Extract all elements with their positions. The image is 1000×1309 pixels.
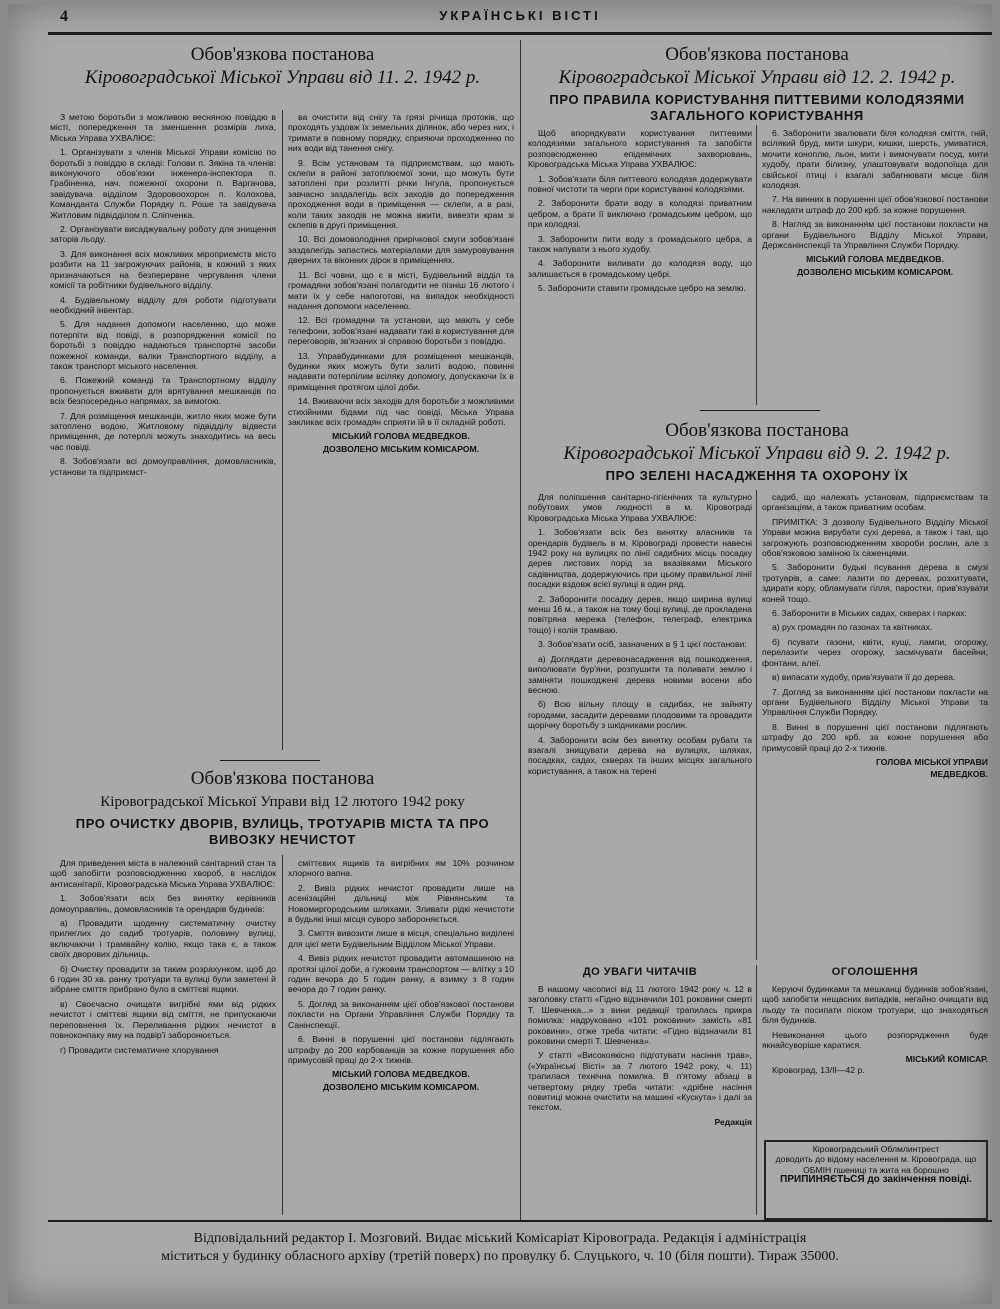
readers-notice-title: ДО УВАГИ ЧИТАЧІВ: [582, 966, 698, 978]
decree-topic: ПРО ОЧИСТКУ ДВОРІВ, ВУЛИЦЬ, ТРОТУАРІВ МІСТА ТА ПРО ВИВОЗКУ НЕЧИСТОТ: [75, 816, 490, 847]
decree-09-02-greenery-header: [524, 420, 990, 484]
decree-subheading: Кіровоградської Міської Управи від 12 лютого 1942 року: [100, 794, 465, 810]
masthead-rule: [48, 32, 992, 35]
decree-12-02-cleaning-header: [50, 768, 515, 848]
decree-signature: МІСЬКИЙ ГОЛОВА МЕДВЕДКОВ.: [332, 1069, 470, 1080]
decree-heading: Обов'язкова постанова: [665, 44, 849, 65]
decree-subheading: Кіровоградської Міської Управи від 12. 2. 1942 р.: [558, 67, 956, 88]
readers-notice-signature: Редакція: [714, 1116, 752, 1127]
column-rule-right-upper: [756, 125, 757, 405]
decree-12-02-cleaning-column-1: Для приведення міста в належний санітарний стан та щоб запобігти розповсюдженню хвороб, в наслідок антисанітарії, Кіровоградська Міська Управа УХВАЛЮЄ: 1. Зобов'язати всіх без винятку керівників домоуправлінь, домовласників та орендарів будинків: а) Провадити щоденну систематичну очистку прилеглих до садиб тротуарів, половину вулиці, включаючи і трамвайну колію, якщо така є, а також своїх дворових дільниць. б) Очистку провадити за таким розрахунком, щоб до 6 годин 30 хв. ранку тротуари та вулиці були заметені й зібране сміття прибрано було в сміттєві ящики. в) Своєчасно очищати вигрібні ями від рідких нечистот і сміттєві ящики від сміття, не припускаючи переповнення їх. Переливання рідких нечистот в повноконпаку яму на подвір'ї заборонюється. г) Провадити систематичне хлорування: [50, 858, 276, 1055]
announcement-place-date: Кіровоград, 13/II—42 р.: [772, 1064, 865, 1075]
decree-subheading: Кіровоградської Міської Управи від 9. 2. 1942 р.: [563, 443, 951, 464]
decree-09-02-greenery-column-1: Для поліпшення санітарно-гігієнічних та культурно побутових умов людності в м. Кіровограді Кіровоградська Міська Управа УХВАЛЮЄ: 1. Зобов'язати всіх без винятку власників та орендарів будівель в м. Кіровограді провести навесні 1942 року на вулицях по лінії садибних місць посадку дерев листових порід за вказівками Міського садівництва, додержуючись при цьому правильної лінії посадки вздовж всієї вулиці в один ряд. 2. Заборонити посадку дерев, якщо ширина вулиці менш 16 м., а також на тому боці вулиці, де прокладена повітряна мережа (телефон, телеграф, електрика тощо) і колія трамваю. 3. Зобов'язати осіб, зазначених в § 1 цієї постанови: а) Доглядати деревонасадження від пошкодження, виполювати бур'яни, розпушити та поливати землю і заміняти пошкоджені дерева новими восени або весною. б) Всю вільну площу в садибах, не зайняту городами, засадити деревами плодовими та провадити щорічну боротьбу з шкідниками рослин. 4. Заборонити всім без винятку особам рубати та взагалі знищувати дерева на вулицях, шляхах, посадках, садах, скверах та інших місцях загального користування, а також на терені: [528, 492, 752, 776]
decree-signature: ДОЗВОЛЕНО МІСЬКИМ КОМІСАРОМ.: [322, 1081, 480, 1092]
decree-topic: ПРО ЗЕЛЕНІ НАСАДЖЕННЯ ТА ОХОРОНУ ЇХ: [605, 468, 909, 483]
decree-11-02-header: [50, 44, 515, 90]
section-rule: [220, 760, 320, 761]
footer-rule: [48, 1220, 992, 1222]
decree-subheading: Кіровоградської Міської Управи від 11. 2. 1942 р.: [84, 67, 481, 88]
mill-trust-notice: [764, 1140, 988, 1220]
decree-heading: Обов'язкова постанова: [190, 768, 375, 789]
newspaper-title: УКРАЇНСЬКІ ВІСТІ: [439, 8, 601, 23]
decree-signature: МІСЬКИЙ ГОЛОВА МЕДВЕДКОВ.: [332, 431, 470, 442]
decree-signature: МЕДВЕДКОВ.: [930, 769, 988, 780]
decree-12-02-cleaning-column-2: сміттєвих ящиків та вигрібних ям 10% розчином хлорного вапна. 2. Вивіз рідких нечистот провадити лише на асенізаційні дільниці між Рівнянським та Новомиргородським шляхами. Зливати рідкі нечистоти в будьякі інші місця суворо забороняється. 3. Сміття вивозити лише в місця, спеціально виділені для цієї мети Будівельним Відділом Міської Управи. 4. Вивіз рідких нечистот провадити автомашиною на протязі цілої доби, а гужовим транспортом — влітку з 10 годин вечора до 5 годин ранку, а взимку з 8 годин вечора до 7 годин ранку. 5. Догляд за виконанням цієї обов'язкової постанови покласти на Органи Управління Служби Порядку та Санінспекції. 6. Винні в порушенні цієї постанови підлягають штрафу до 200 карбованців за кожне порушення або примусовій праці до 2-х тижнів. МІСЬКИЙ ГОЛОВА МЕДВЕДКОВ. ДОЗВОЛЕНО МІСЬКИМ КОМІСАРОМ.: [288, 858, 514, 1092]
decree-12-02-wells-header: [524, 44, 990, 124]
decree-signature: ДОЗВОЛЕНО МІСЬКИМ КОМІСАРОМ.: [796, 266, 954, 277]
imprint-line-1: Відповідальний редактор І. Мозговий. Видає міський Комісаріат Кіровограда. Редакція і адміністрація: [193, 1231, 807, 1246]
decree-signature: МІСЬКИЙ ГОЛОВА МЕДВЕДКОВ.: [806, 254, 944, 265]
announcement-signature: МІСЬКИЙ КОМІСАР.: [905, 1054, 988, 1065]
decree-heading: Обов'язкова постанова: [665, 420, 849, 441]
decree-signature: ДОЗВОЛЕНО МІСЬКИМ КОМІСАРОМ.: [322, 443, 480, 454]
column-rule-right-lower: [756, 965, 757, 1215]
decree-11-02-column-1: З метою боротьби з можливою весняною повіддю в місті, попередження та зменшення розмірів лиха, Міська Управа УХВАЛЮЄ: 1. Організувати з членів Міської Управи комісію по боротьбі з повіддю в складі: Голови п. Зякіна та членів: виконуючого обов'язки інженера-інспектора п. Грабіненка, нач. пожежної охорони п. Варгачова, завідувача відділом Здоровоохорон п. Колохова, Командантa Служби Порядку п. Роше та завідувача Житловим підвідділом п. Сліпченка. 2. Організувати висаджувальну роботу для знищення заторів льоду. 3. Для виконання всіх можливих міроприємств місто розбити на 11 загрожуючих районів, в кожний з яких призначаються на безперервне чергування члени комісії та робітники будівельного відділу. 4. Будівельному відділу для роботи підготувати необхідний інвентар. 5. Для надання допомоги населенню, що може потерпіти від повіді, в розпорядження комісії по боротьбі з повіддю надаються транспортні засоби пожежної команди, валки Транспортного відділу, а також транспорт міського населення. 6. Пожежній команді та Транспортному відділу пропонується вживати для врятування мешканців по всіх безпосередньо напрямах, за вимогою. 7. Для розміщення мешканців, житло яких може бути затоплено водою, Житловому підвідділу відвести приміщення, де потерплі можуть знаходитись на весь час повіді. 8. Зобов'язати всі домоуправління, домовласників, установи та підприємст-: [50, 112, 276, 477]
column-rule-right-middle: [756, 490, 757, 960]
decree-12-02-wells-column-2: 6. Заборонити звалювати біля колодязя сміття, гній, всілякий бруд, мити шкури, кишки, шерсть, умиватися, мочити коноплю, льон, мити і вимочувати посуд, мити худобу, прати білизну, улаштовувати водопоїща для свійської птиці і взагалі забагнювати місце біля колодязя. 7. На винних в порушенні цієї обов'язкової постанови накладати штраф до 200 крб. за кожне порушення. 8. Нагляд за виконанням цієї постанови покласти на органи Будівельного Відділу Міської Управи, Держсанінспекції та Управління Служби Порядку. МІСЬКИЙ ГОЛОВА МЕДВЕДКОВ. ДОЗВОЛЕНО МІСЬКИМ КОМІСАРОМ.: [762, 128, 988, 277]
readers-notice: В нашому часописі від 11 лютого 1942 року ч. 12 в заголовку статті «Гідно відзначили 101 роковини смерті Т. Шевченка...» з вини редакції трапилась прикра помилка: надруковано «101 роковини» замість «81 роковини», отже треба читати: «Гідно відзначили 81 роковини смерті Т. Шевченка». У статті «Високоякісно підготувати насіння трав», («Українські Вісті» за 7 лютого 1942 року, ч. 11) трапилася технічна помилка. В п'ятому абзаці в четвертому рядку треба читати: «дрібне насіння повитиці можна очистити на машині «Кускута» і далі за текстом. Редакція: [528, 984, 752, 1127]
column-rule-left-lower: [282, 855, 283, 1215]
decree-09-02-greenery-column-2: садиб, що належать установам, підприємствам та організаціям, а також приватним особам. ПРИМІТКА: З дозволу Будівельного Відділу Міської Управи можна вирубати сухі дерева, а також і такі, що загрожують розповсюдженням хвороби рослин, але з обов'язковою заміною їх саженцями. 5. Заборонити будькі псування дерева в смузі тротуарів, а саме: лазити по деревах, розхитувати, здирати кору, обламувати гілля, паростки, прив'язувати коней тощо. 6. Заборонити в Міських садах, скверах і парках: а) рух громадян по газонах та квітниках. б) псувати газони, квіти, кущі, лампи, огорожу, перелазити через огорожу, засмічувати басейни, фонтани, алеї. в) випасати худобу, прив'язувати її до дерева. 7. Догляд за виконанням цієї постанови покласти на органи Будівельного Відділу Міської Управи та Управління Служби Порядку. 8. Винні в порушенні цієї постанови підлягають штрафу до 200 крб. за кожне порушення або примусовій праці до 2-х тижнів. ГОЛОВА МІСЬКОЇ УПРАВИ МЕДВЕДКОВ.: [762, 492, 988, 780]
announcement-title: ОГОЛОШЕННЯ: [831, 966, 919, 978]
announcement: Керуючі будинками та мешканці будинків зобов'язані, щоб запобігти нещасних випадків, негайно очищати від льоду та посипати піском тротуари, що знаходяться біля будинків. Невиконання цього розпорядження буде якнайсуворіше каратися. МІСЬКИЙ КОМІСАР. Кіровоград, 13/II—42 р.: [762, 984, 988, 1075]
imprint-line-2: міститься у будинку обласного архіву (третій поверх) по провулку б. Слуцького, ч. 10 (біля пошти). Тираж 35000.: [161, 1249, 839, 1264]
mill-trust-text: доводить до відому населення м. Кіровограда, що ОБМІН пшениці та жита на борошно: [775, 1154, 977, 1175]
decree-12-02-wells-column-1: Щоб впорядкувати користування питтевими колодязями загального користування та запобігти розповсюдженню епідемічних захворювань, Кіровоградська Міська Управа УХВАЛЮЄ: 1. Зобов'язати біля питтевого колодязя додержувати повної чистоти та черги при користуванні колодязями. 2. Заборонити брати воду в колодязі приватним цебром, а брати її виключно громадським цебром, що при колодязі. 3. Заборонити пити воду з громадського цебра, а також напувати з нього худобу. 4. Заборонити виливати до колодязя воду, що залишається в громадському цебрі. 5. Заборонити ставити громадське цебро на землю.: [528, 128, 752, 294]
masthead: [60, 8, 980, 32]
column-rule-center: [520, 40, 521, 1220]
mill-trust-emphasis: ПРИПИНЯЄТЬСЯ до закінчення повіді.: [780, 1174, 972, 1186]
imprint: [30, 1230, 970, 1266]
decree-11-02-column-2: ва очистити від снігу та грязі річища протоків, що проходять уздовж їх земельних ділянок, або через них, і тримати в повному порядку, сприяючи проходженню по них води від танення снігу. 9. Всім установам та підприємствам, що мають склепи в районі затоплюємої зони, що можуть бути затоплені при розлитті річки Інгула, пропонується завчасно заздалегідь всіх заходів до попередження проходження води в приміщення — склепи, а в разі, коли таких заходів не можна вжити, вивезти крам зі склепів в другі приміщення. 10. Всі домоволодіння прирічкової смуги зобов'язані заздалегідь запастись матеріалами для замуровування дверних та віконних дірок в приміщеннях. 11. Всі човни, що є в місті, Будівельний відділ та громадяни зобов'язані полагодити не пізніш 16 лютого і мати їх у себе напоготові, на випадок необхідності надання допомоги населенню. 12. Всі громадяни та установи, що мають у себе телефони, зобов'язані надавати такі в користування для переговорів, зв'язаних зі справою боротьби з повіддю. 13. Управбудинками для розміщення мешканців, будинки яких можуть бути залиті водою, повинні надавати потерпілим всіляку допомогу, допускаючи їх в приміщення протягом цілої доби. 14. Вживаючи всіх заходів для боротьби з можливими стихійними бідами під час повіді, Міська Управа закликає всіх громадян сприяти їй в її складній роботі. МІСЬКИЙ ГОЛОВА МЕДВЕДКОВ. ДОЗВОЛЕНО МІСЬКИМ КОМІСАРОМ.: [288, 112, 514, 454]
section-rule: [700, 410, 820, 411]
decree-signature: ГОЛОВА МІСЬКОЇ УПРАВИ: [875, 756, 988, 767]
page-number: 4: [60, 8, 71, 25]
mill-trust-org: Кіровоградський Облмлинтрест: [812, 1144, 940, 1154]
decree-topic: ПРО ПРАВИЛА КОРИСТУВАННЯ ПИТТЕВИМИ КОЛОДЯЗЯМИ ЗАГАЛЬНОГО КОРИСТУВАННЯ: [549, 92, 965, 123]
column-rule-left: [282, 110, 283, 750]
decree-heading: Обов'язкова постанова: [190, 44, 375, 65]
